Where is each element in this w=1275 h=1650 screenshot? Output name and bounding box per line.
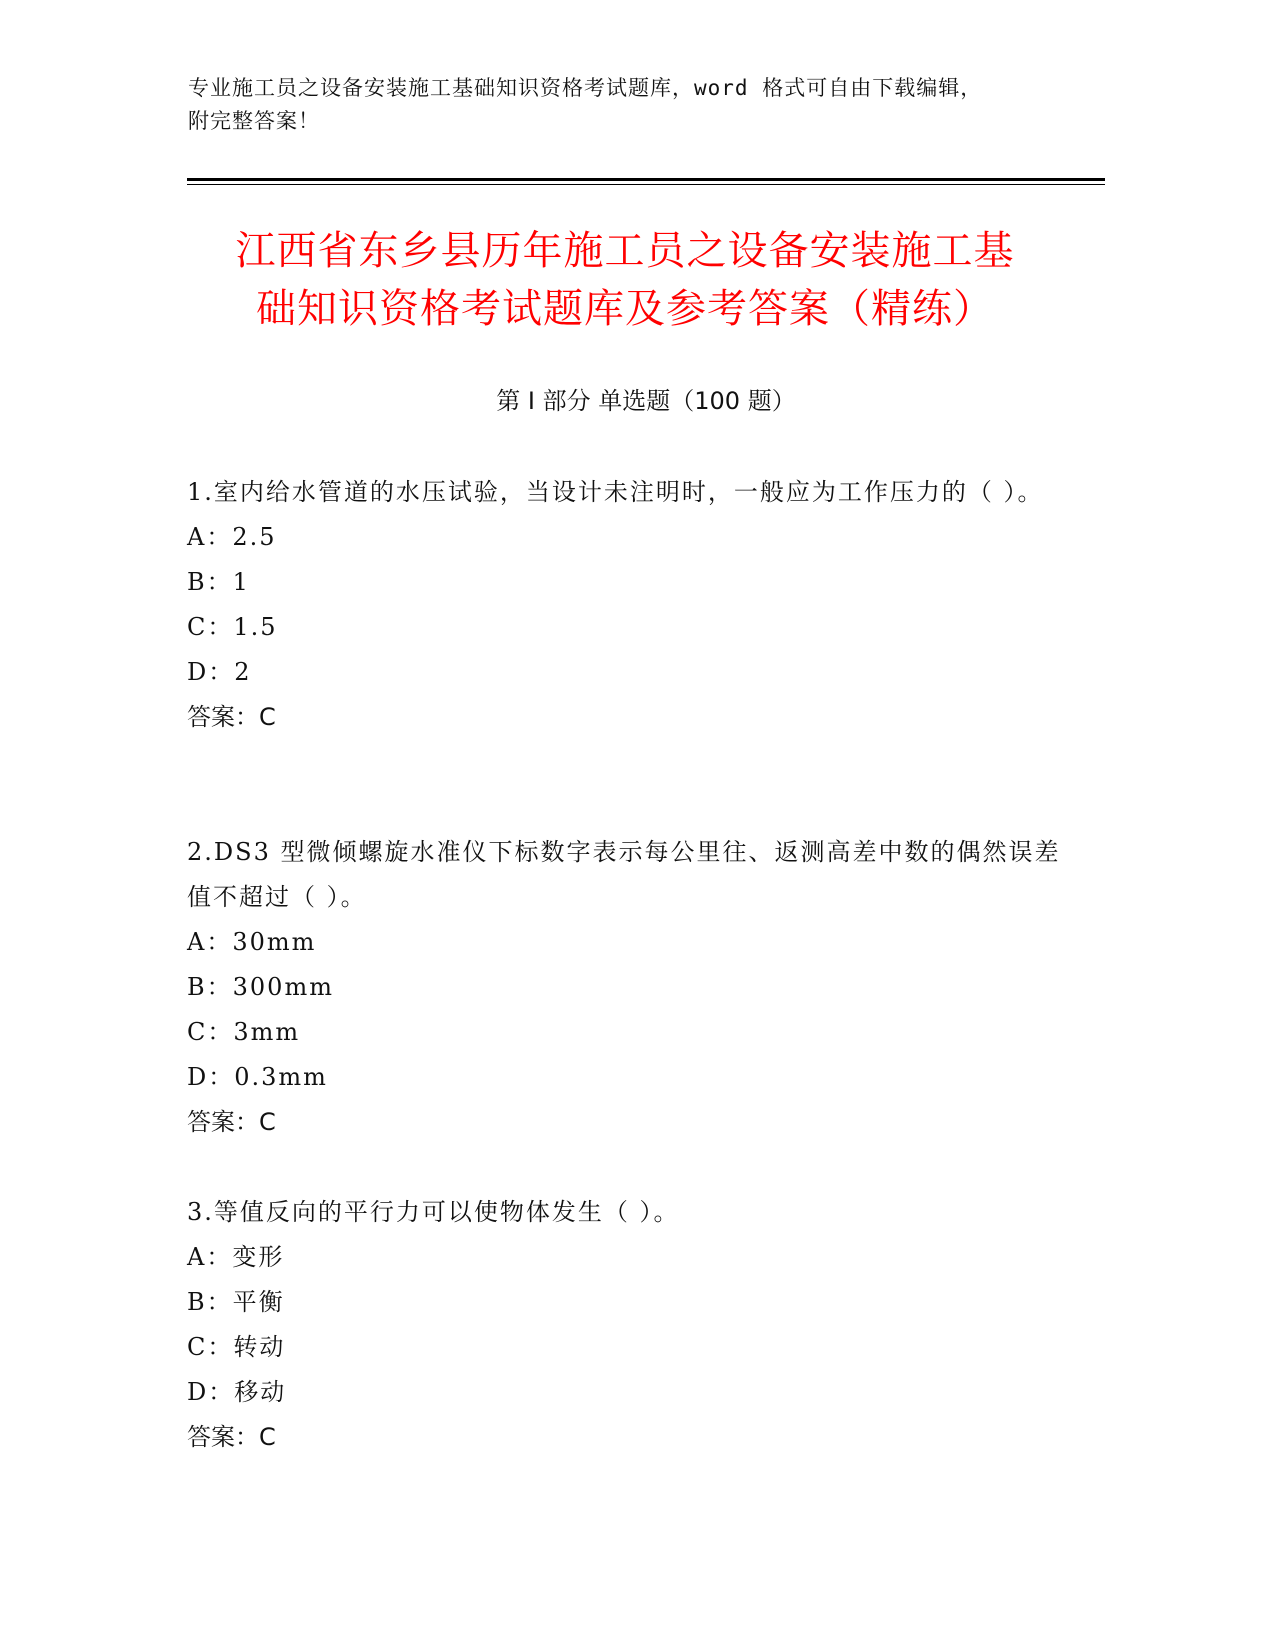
option-c: C：1.5 [187, 613, 278, 641]
document-title-line-1: 江西省东乡县历年施工员之设备安装施工基 [235, 228, 1015, 274]
answer: 答案：C [187, 1108, 276, 1136]
answer: 答案：C [187, 703, 276, 731]
option-d: D：移动 [187, 1378, 287, 1406]
header-note [188, 72, 1088, 138]
question-2 [187, 830, 1067, 1145]
header-divider-thin [187, 184, 1105, 185]
section-heading: 第 I 部分 单选题（100 题） [496, 387, 796, 415]
document-title [175, 222, 1075, 338]
header-note-line-2: 附完整答案！ [188, 109, 320, 133]
question-1 [187, 470, 1067, 740]
option-a: A：2.5 [187, 523, 277, 551]
option-d: D：2 [187, 658, 252, 686]
document-title-line-2: 础知识资格考试题库及参考答案（精练） [256, 286, 994, 332]
option-c: C：转动 [187, 1333, 286, 1361]
question-3 [187, 1190, 1067, 1460]
option-c: C：3mm [187, 1018, 301, 1046]
option-a: A：30mm [187, 928, 317, 956]
header-divider-thick [187, 178, 1105, 181]
header-note-line-1: 专业施工员之设备安装施工基础知识资格考试题库，word 格式可自由下载编辑， [188, 76, 983, 100]
question-stem: 3.等值反向的平行力可以使物体发生（ ）。 [187, 1198, 680, 1226]
option-d: D：0.3mm [187, 1063, 328, 1091]
option-b: B：平衡 [187, 1288, 285, 1316]
question-stem: 1.室内给水管道的水压试验，当设计未注明时，一般应为工作压力的（ ）。 [187, 478, 1044, 506]
option-b: B：1 [187, 568, 250, 596]
option-b: B：300mm [187, 973, 334, 1001]
question-stem: 2.DS3 型微倾螺旋水准仪下标数字表示每公里往、返测高差中数的偶然误差值不超过（ ）。 [187, 838, 1061, 911]
answer: 答案：C [187, 1423, 276, 1451]
option-a: A：变形 [187, 1243, 285, 1271]
